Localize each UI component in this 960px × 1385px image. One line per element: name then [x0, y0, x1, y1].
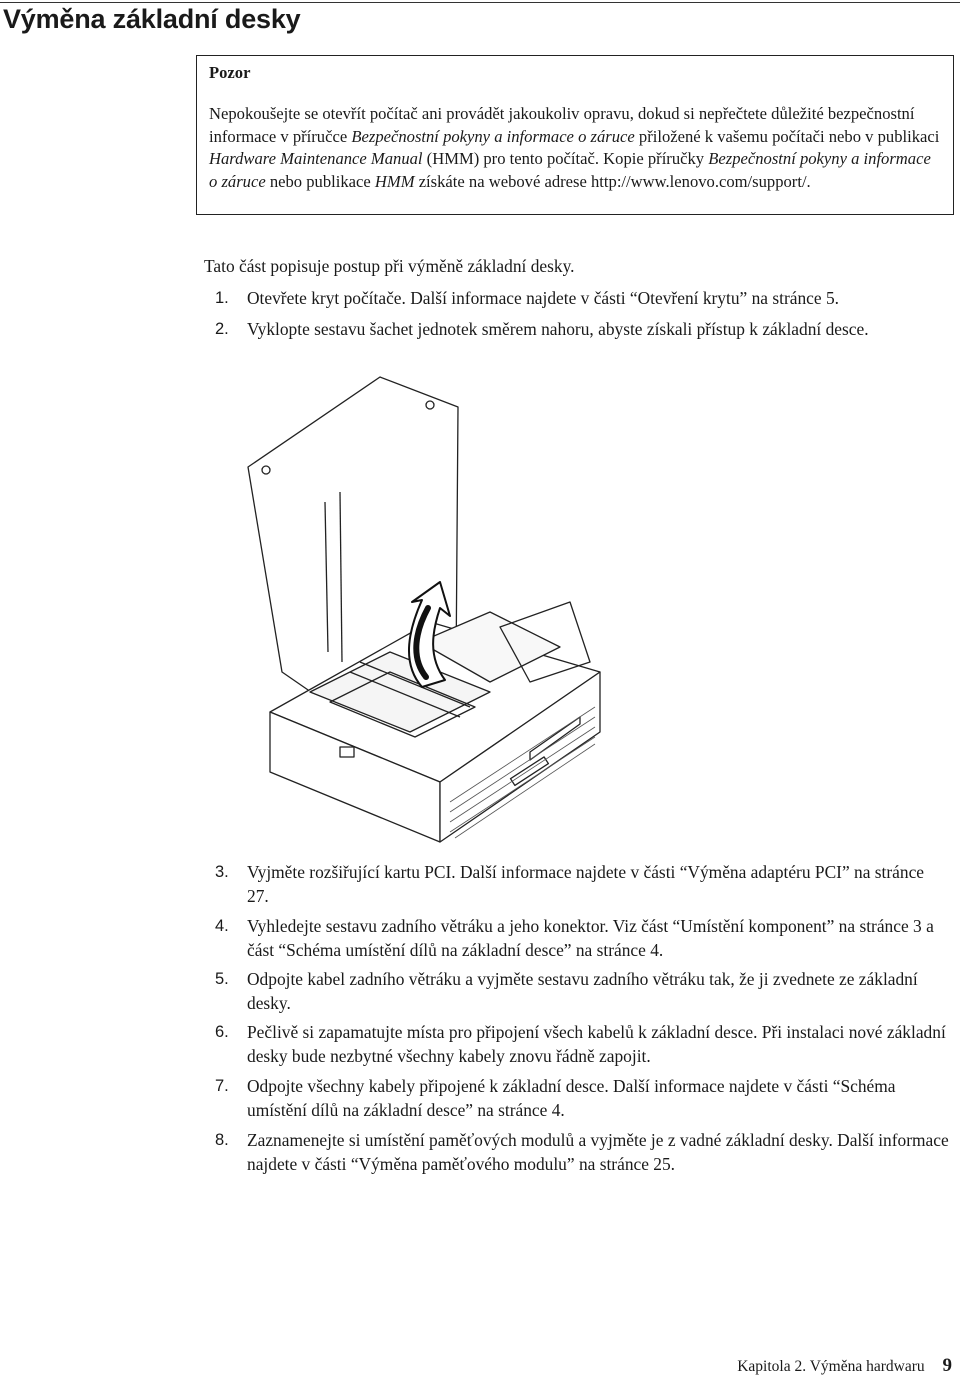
step-number: 1. [215, 289, 229, 307]
step-text: Odpojte všechny kabely připojené k základní desce. Další informace najdete v části “Schéma umístění dílů na základní desce” na stránce 4. [247, 1076, 896, 1120]
step-text: Zaznamenejte si umístění paměťových modulů a vyjměte je z vadné základní desky. Další informace najdete v části “Výměna paměťového modulu” na stránce 25. [247, 1130, 949, 1174]
step-text: Vyjměte rozšiřující kartu PCI. Další informace najdete v části “Výměna adaptéru PCI” na stránce 27. [247, 862, 925, 906]
step-number: 3. [215, 863, 229, 881]
notice-text: získáte na webové adrese http://www.lenovo.com/support/. [414, 171, 811, 191]
footer-chapter: Kapitola 2. Výměna hardwaru [737, 1358, 925, 1375]
step-number: 8. [215, 1131, 229, 1149]
intro-paragraph: Tato část popisuje postup při výměně základní desky. [204, 256, 575, 276]
page-footer [737, 1355, 952, 1377]
page-number: 9 [942, 1355, 952, 1376]
notice-italic: Bezpečnostní pokyny a informace o záruce [209, 149, 931, 191]
notice-title: Pozor [209, 63, 251, 82]
page-title: Výměna základní desky [3, 4, 301, 34]
step-number: 2. [215, 320, 229, 338]
step-text: Vyklopte sestavu šachet jednotek směrem nahoru, abyste získali přístup k základní desce. [247, 319, 869, 339]
notice-text: nebo publikace [265, 171, 375, 191]
notice-text: Nepokoušejte se otevřít počítač ani provádět jakoukoliv opravu, dokud si nepřečtete důležité bezpečnostní informace v příručce [209, 104, 915, 146]
notice-italic: Hardware Maintenance Manual [209, 149, 423, 168]
notice-text: (HMM) pro tento počítač. Kopie příručky [422, 149, 709, 168]
step-number: 4. [215, 917, 229, 935]
step-number: 6. [215, 1023, 229, 1041]
step-number: 5. [215, 970, 229, 988]
step-text: Odpojte kabel zadního větráku a vyjměte sestavu zadního větráku tak, že ji zvednete ze základní desky. [247, 969, 918, 1013]
system-unit-illustration [240, 372, 640, 852]
notice-body [209, 103, 941, 193]
step-text: Vyhledejte sestavu zadního větráku a jeho konektor. Viz část “Umístění komponent” na stránce 3 a část “Schéma umístění dílů na základní desce” na stránce 4. [247, 916, 934, 960]
notice-italic: Bezpečnostní pokyny a informace o záruce [351, 126, 635, 146]
step-text: Pečlivě si zapamatujte místa pro připojení všech kabelů k základní desce. Při instalaci nové základní desky bude nezbytné všechny kabely znovu řádně zapojit. [247, 1022, 946, 1066]
step-text: Otevřete kryt počítače. Další informace najdete v části “Otevření krytu” na stránce 5. [247, 288, 839, 308]
caution-notice [196, 55, 954, 215]
notice-text: přiložené k vašemu počítači nebo v publikaci [634, 126, 940, 146]
notice-italic: HMM [374, 171, 415, 191]
step-number: 7. [215, 1077, 229, 1095]
title-rule [0, 2, 960, 3]
